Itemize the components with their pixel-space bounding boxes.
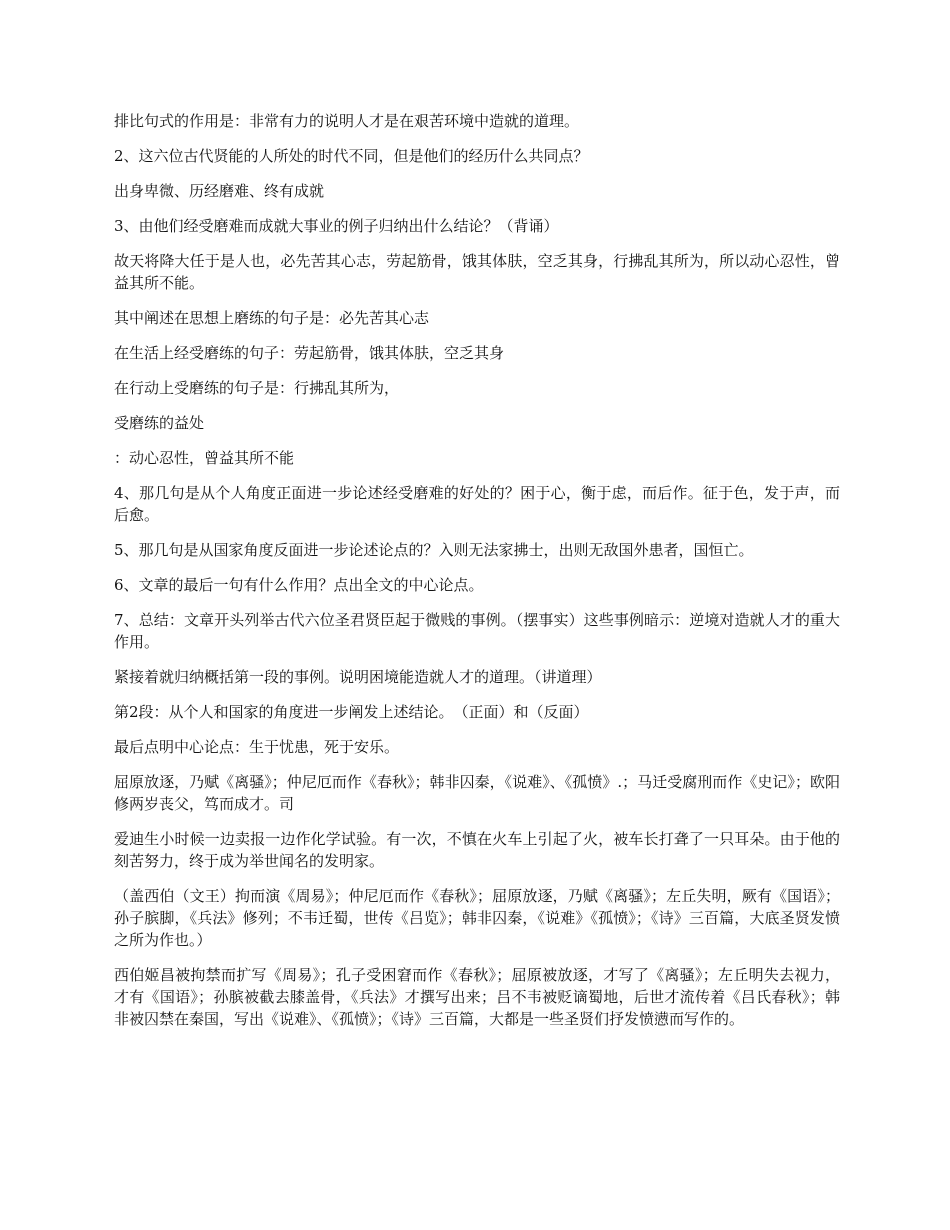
- paragraph-18: 屈原放逐，乃赋《离骚》；仲尼厄而作《春秋》；韩非囚秦，《说难》、《孤愤》.；马迁受腐刑而作《史记》；欧阳修两岁丧父，笃而成才。司: [114, 773, 840, 813]
- paragraph-8: 在行动上受磨练的句子是：行拂乱其所为，: [114, 379, 400, 397]
- paragraph-9: 受磨练的益处: [114, 414, 205, 432]
- paragraph-20: （盖西伯（文王）拘而演《周易》；仲尼厄而作《春秋》；屈原放逐，乃赋《离骚》；左丘失明，厥有《国语》；孙子膑脚，《兵法》修列；不韦迁蜀，世传《吕览》；韩非囚秦，《说难》《孤愤》；《诗》三百篇，大底圣贤发愤之所为作也。）: [114, 887, 840, 949]
- paragraph-5: 故天将降大任于是人也，必先苦其心志，劳起筋骨，饿其体肤，空乏其身，行拂乱其所为，所以动心忍性，曾益其所不能。: [114, 252, 840, 292]
- paragraph-12: 5、那几句是从国家角度反面进一步论述论点的？入则无法家拂士，出则无敌国外患者，国恒亡。: [114, 541, 754, 559]
- document-page: [114, 110, 840, 1043]
- paragraph-11: 4、那几句是从个人角度正面进一步论述经受磨难的好处的？困于心，衡于虑，而后作。征于色，发于声，而后愈。: [114, 484, 840, 524]
- paragraph-16: 第2段：从个人和国家的角度进一步阐发上述结论。 （正面）和（反面）: [114, 703, 589, 721]
- paragraph-1: 排比句式的作用是：非常有力的说明人才是在艰苦环境中造就的道理。: [114, 112, 580, 130]
- paragraph-15: 紧接着就归纳概括第一段的事例。说明困境能造就人才的道理。（讲道理）: [114, 668, 602, 686]
- paragraph-13: 6、文章的最后一句有什么作用？点出全文的中心论点。: [114, 576, 484, 594]
- paragraph-6: 其中阐述在思想上磨练的句子是：必先苦其心志: [114, 309, 430, 327]
- paragraph-10: ：动心忍性，曾益其所不能: [114, 449, 295, 467]
- paragraph-7: 在生活上经受磨练的句子：劳起筋骨，饿其体肤，空乏其身: [114, 344, 505, 362]
- paragraph-17: 最后点明中心论点：生于忧患，死于安乐。: [114, 738, 400, 756]
- paragraph-4: 3、由他们经受磨难而成就大事业的例子归纳出什么结论？（背诵）: [114, 217, 559, 235]
- paragraph-19: 爱迪生小时候一边卖报一边作化学试验。有一次，不慎在火车上引起了火，被车长打聋了一只耳朵。由于他的刻苦努力，终于成为举世闻名的发明家。: [114, 830, 840, 870]
- paragraph-3: 出身卑微、历经磨难、终有成就: [114, 182, 325, 200]
- paragraph-14: 7、总结：文章开头列举古代六位圣君贤臣起于微贱的事例。（摆事实）这些事例暗示：逆境对造就人才的重大作用。: [114, 611, 840, 651]
- paragraph-21: 西伯姬昌被拘禁而扩写《周易》；孔子受困窘而作《春秋》；屈原被放逐，才写了《离骚》；左丘明失去视力，才有《国语》；孙膑被截去膝盖骨，《兵法》才撰写出来；吕不韦被贬谪蜀地，后世才流传着《吕氏春秋》；韩非被囚禁在秦国，写出《说难》、《孤愤》；《诗》三百篇，大都是一些圣贤们抒发愤懑而写作的。: [114, 966, 840, 1028]
- paragraph-2: 2、这六位古代贤能的人所处的时代不同，但是他们的经历什么共同点？: [114, 147, 589, 165]
